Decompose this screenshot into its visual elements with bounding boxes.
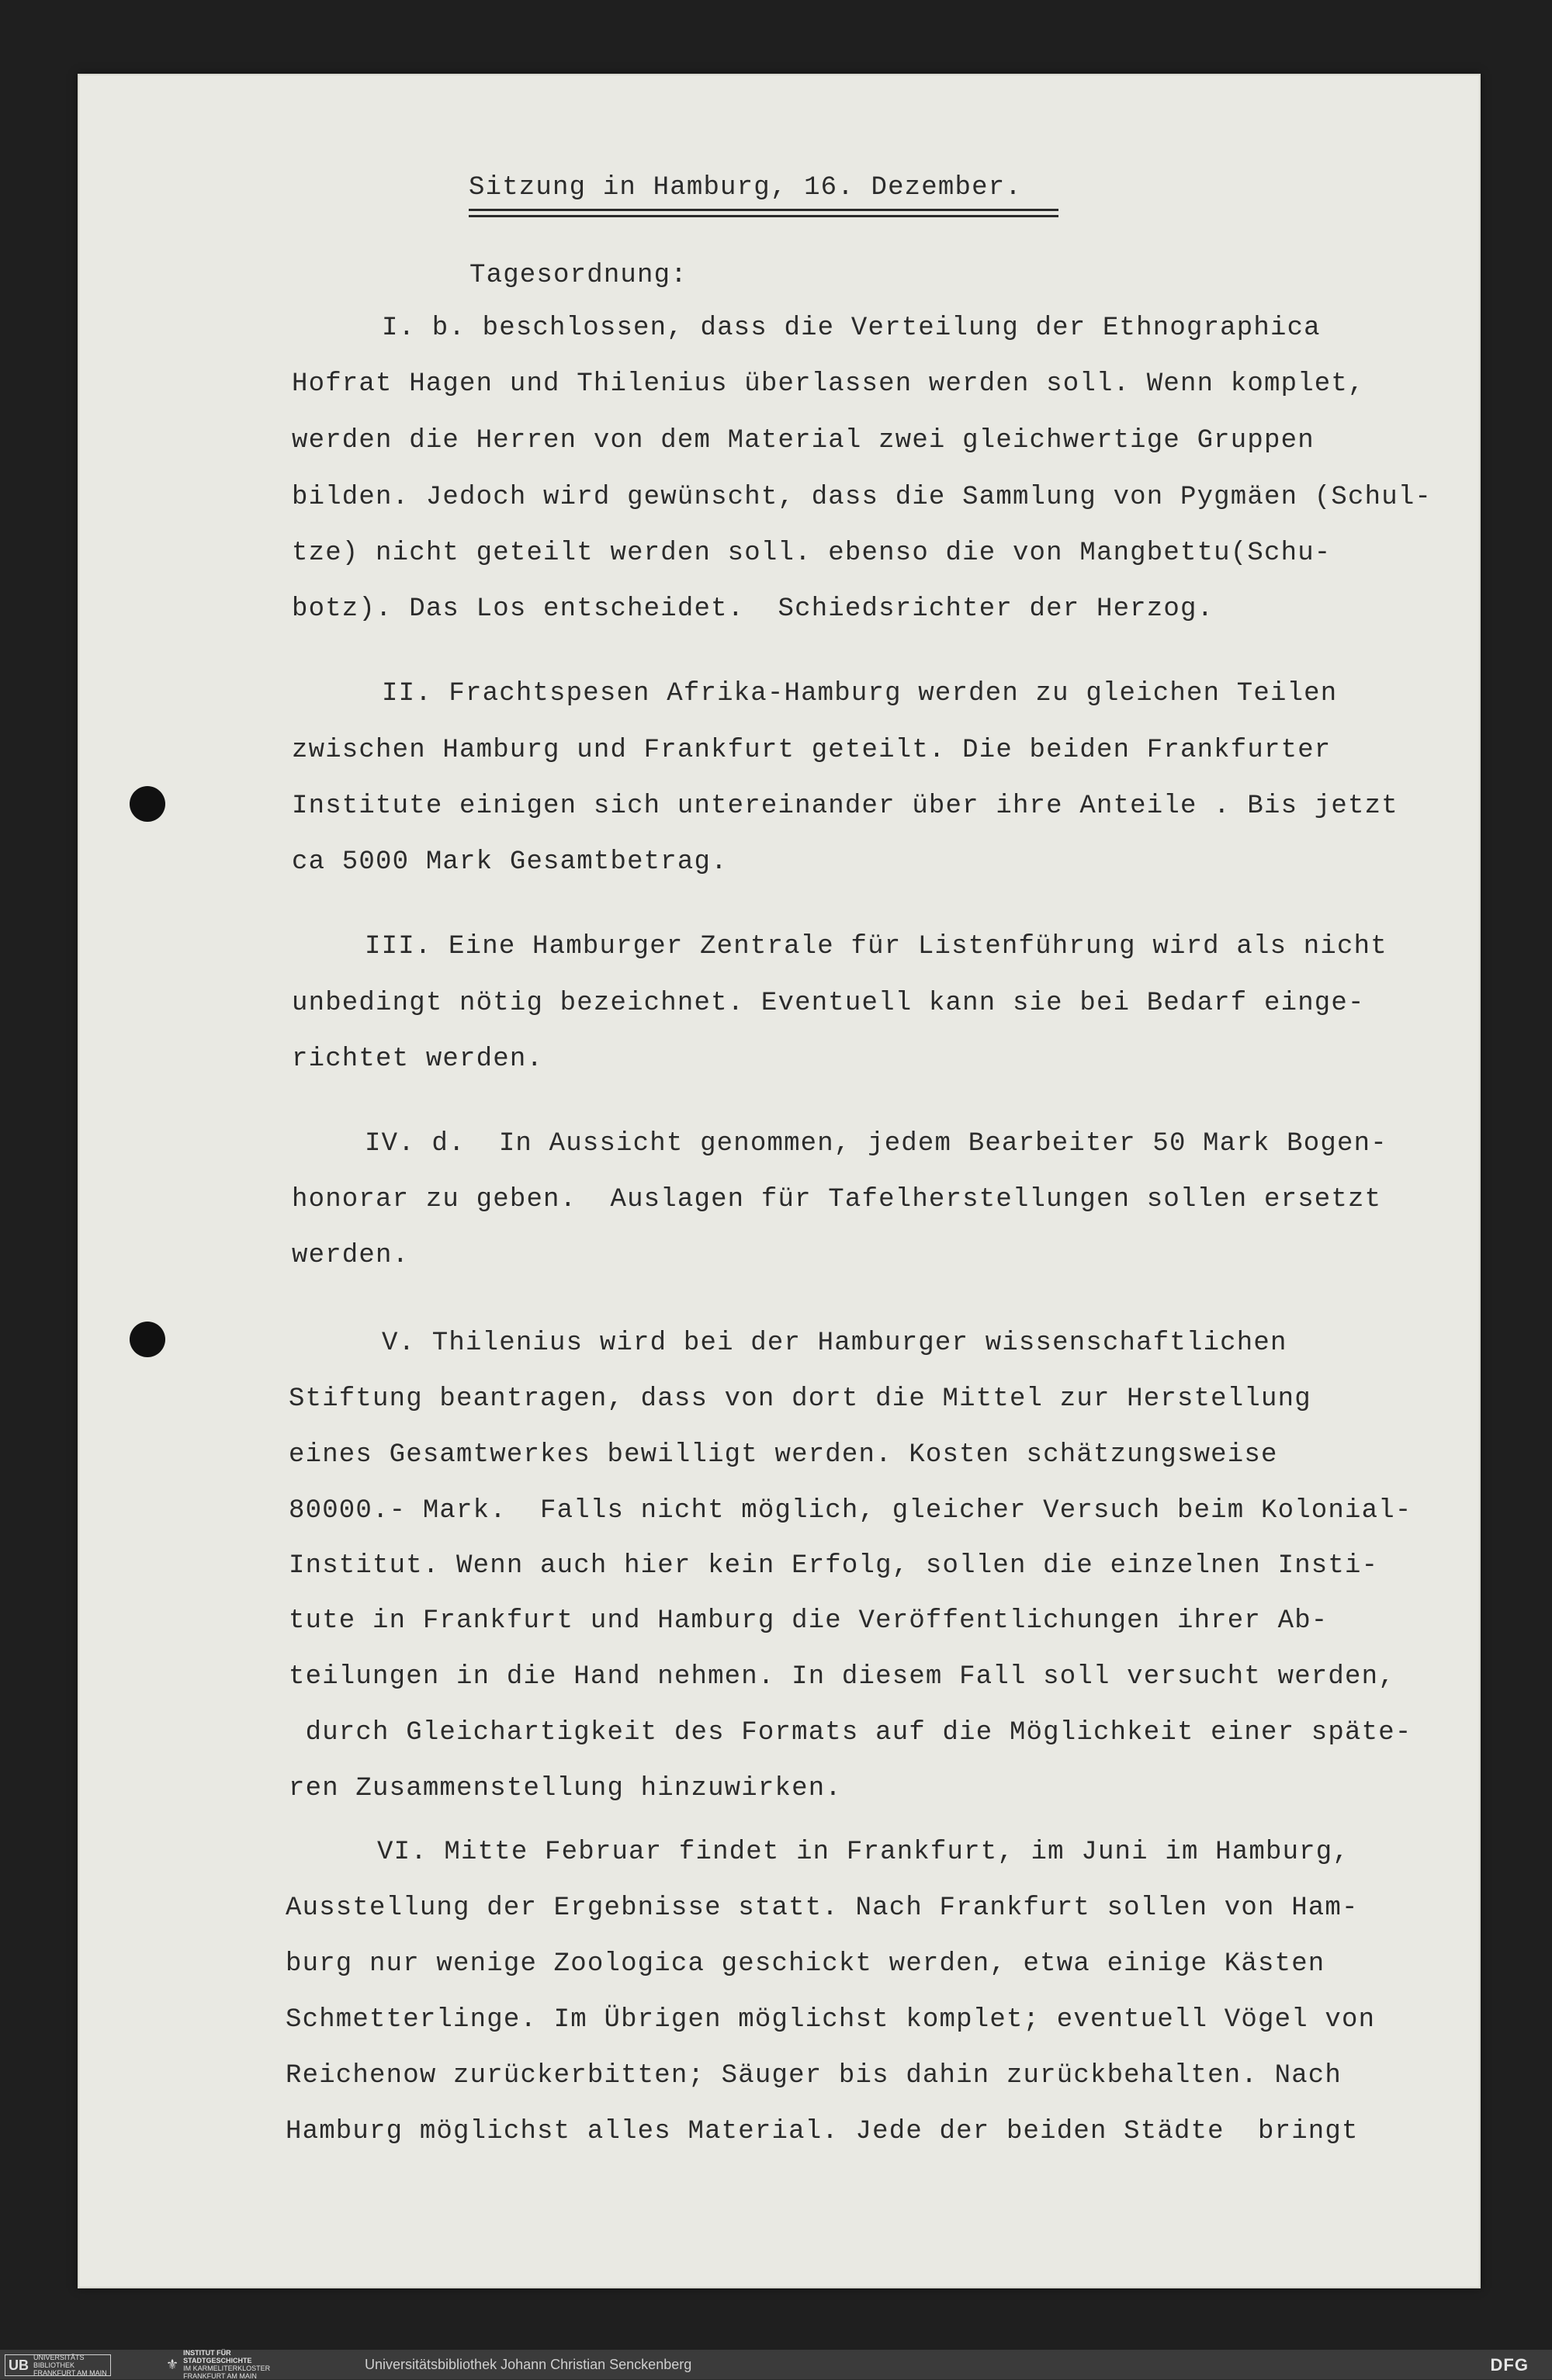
text-line: Ausstellung der Ergebnisse statt. Nach Frankfurt sollen von Ham- — [286, 1893, 1359, 1923]
text-line: I. b. beschlossen, dass die Verteilung der Ethnographica — [382, 314, 1321, 343]
dfg-logo: DFG — [1490, 2355, 1529, 2375]
text-line: 80000.- Mark. Falls nicht möglich, gleicher Versuch beim Kolonial- — [289, 1496, 1412, 1526]
text-line: Hofrat Hagen und Thilenius überlassen werden soll. Wenn komplet, — [292, 369, 1365, 399]
text-line: eines Gesamtwerkes bewilligt werden. Kosten schätzungsweise — [289, 1440, 1278, 1470]
text-line: richtet werden. — [292, 1044, 544, 1074]
text-line: teilungen in die Hand nehmen. In diesem Fall soll versucht werden, — [289, 1662, 1395, 1692]
text-line: Stiftung beantragen, dass von dort die Mittel zur Herstellung — [289, 1384, 1311, 1414]
text-line: V. Thilenius wird bei der Hamburger wissenschaftlichen — [382, 1329, 1287, 1358]
text-line: III. Eine Hamburger Zentrale für Listenführung wird als nicht — [365, 932, 1387, 961]
text-line: botz). Das Los entscheidet. Schiedsrichter der Herzog. — [292, 594, 1214, 624]
agenda-label: Tagesordnung: — [469, 261, 688, 290]
logo-text: FRANKFURT AM MAIN — [183, 2372, 257, 2380]
footer-bar — [0, 2350, 1552, 2379]
logo-text: STADTGESCHICHTE — [183, 2357, 252, 2364]
logo-text: IM KARMELITERKLOSTER — [183, 2364, 271, 2372]
text-line: werden die Herren von dem Material zwei gleichwertige Gruppen — [292, 426, 1315, 456]
text-line: unbedingt nötig bezeichnet. Eventuell kann sie bei Bedarf einge- — [292, 989, 1365, 1018]
university-library-logo — [5, 2354, 111, 2376]
title-underline — [469, 209, 1058, 211]
text-line: IV. d. In Aussicht genommen, jedem Bearbeiter 50 Mark Bogen- — [365, 1129, 1387, 1159]
text-line: ren Zusammenstellung hinzuwirken. — [289, 1774, 842, 1803]
eagle-icon: ⚜ — [166, 2357, 179, 2372]
logo-text: INSTITUT FÜR — [183, 2349, 231, 2357]
text-line: Reichenow zurückerbitten; Säuger bis dahin zurückbehalten. Nach — [286, 2061, 1342, 2091]
text-line: werden. — [292, 1241, 410, 1270]
title-block — [469, 173, 1022, 203]
text-line: honorar zu geben. Auslagen für Tafelherstellungen sollen ersetzt — [292, 1185, 1382, 1214]
logo-text: FRANKFURT AM MAIN — [33, 2369, 107, 2377]
punch-hole-icon — [130, 786, 165, 822]
ub-logo-mark: UB — [9, 2357, 29, 2373]
text-line: durch Gleichartigkeit des Formats auf die Möglichkeit einer späte- — [289, 1718, 1412, 1748]
text-line: Hamburg möglichst alles Material. Jede der beiden Städte bringt — [286, 2117, 1359, 2146]
title-underline — [469, 215, 1058, 217]
text-line: burg nur wenige Zoologica geschickt werden, etwa einige Kästen — [286, 1949, 1325, 1979]
document-title: Sitzung in Hamburg, 16. Dezember. — [469, 173, 1022, 203]
document-page — [78, 74, 1481, 2288]
library-credit: Universitätsbibliothek Johann Christian Senckenberg — [365, 2357, 692, 2372]
logo-text: UNIVERSITÄTS — [33, 2354, 85, 2361]
text-line: II. Frachtspesen Afrika-Hamburg werden zu gleichen Teilen — [382, 679, 1338, 708]
text-line: tze) nicht geteilt werden soll. ebenso die von Mangbettu(Schu- — [292, 539, 1332, 568]
text-line: tute in Frankfurt und Hamburg die Veröffentlichungen ihrer Ab- — [289, 1606, 1329, 1636]
institute-logo — [163, 2349, 273, 2380]
text-line: Schmetterlinge. Im Übrigen möglichst komplet; eventuell Vögel von — [286, 2005, 1376, 2035]
punch-hole-icon — [130, 1322, 165, 1357]
text-line: ca 5000 Mark Gesamtbetrag. — [292, 847, 728, 877]
logo-text: BIBLIOTHEK — [33, 2361, 75, 2369]
text-line: zwischen Hamburg und Frankfurt geteilt. Die beiden Frankfurter — [292, 736, 1332, 765]
text-line: Institute einigen sich untereinander über ihre Anteile . Bis jetzt — [292, 792, 1398, 821]
text-line: Institut. Wenn auch hier kein Erfolg, sollen die einzelnen Insti- — [289, 1551, 1379, 1581]
text-line: bilden. Jedoch wird gewünscht, dass die Sammlung von Pygmäen (Schul- — [292, 483, 1432, 512]
text-line: VI. Mitte Februar findet in Frankfurt, im Juni im Hamburg, — [377, 1838, 1349, 1867]
